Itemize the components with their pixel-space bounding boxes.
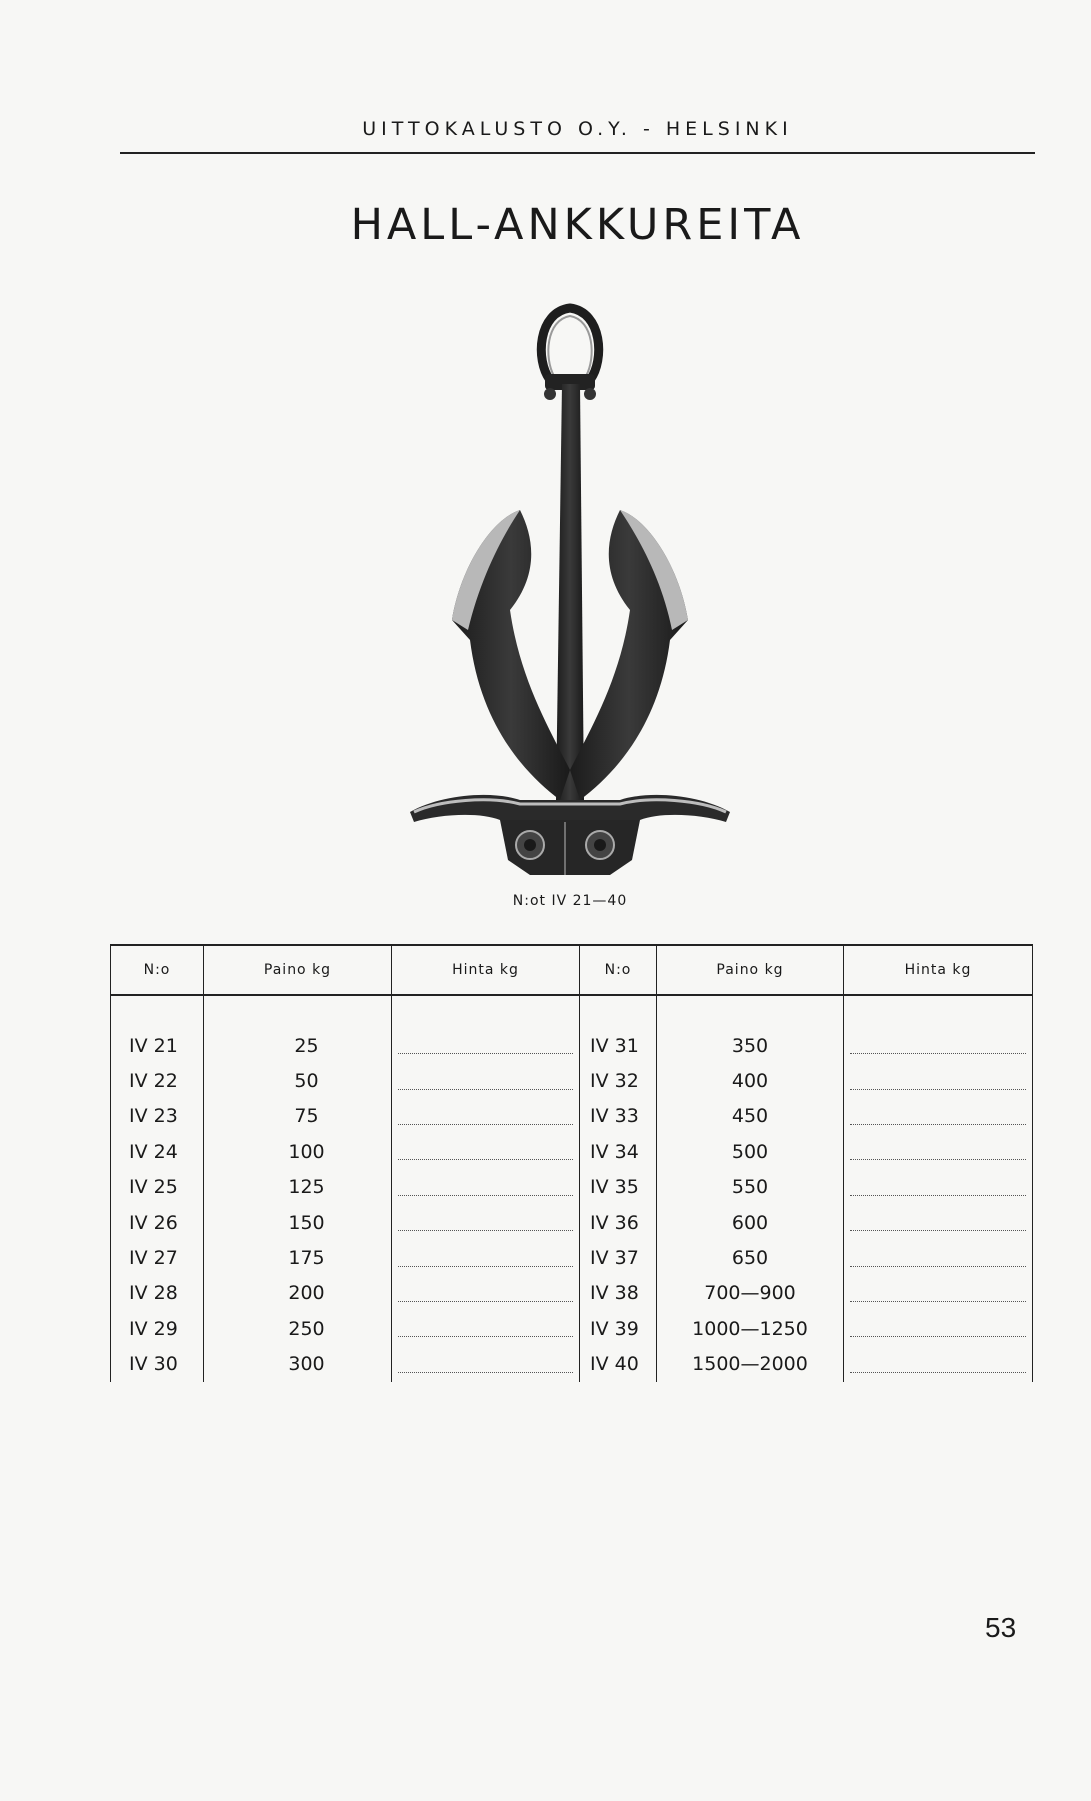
weight-kg: 550 [657, 1170, 844, 1205]
price-table [110, 944, 1033, 1382]
weight-kg: 75 [204, 1099, 392, 1134]
model-no: IV 27 [111, 1240, 204, 1275]
company-header: UITTOKALUSTO O.Y. - HELSINKI [362, 118, 793, 140]
price-blank [844, 1063, 1033, 1098]
model-no: IV 40 [580, 1347, 657, 1382]
weight-kg: 150 [204, 1205, 392, 1240]
price-blank [844, 1099, 1033, 1134]
price-blank [844, 1170, 1033, 1205]
table-row [111, 1134, 1033, 1169]
table-header-row [111, 945, 1033, 995]
model-no: IV 28 [111, 1276, 204, 1311]
price-blank [392, 1028, 580, 1063]
weight-kg: 1500—2000 [657, 1347, 844, 1382]
header-paino-2: Paino kg [657, 945, 844, 995]
price-blank [392, 1099, 580, 1134]
weight-kg: 400 [657, 1063, 844, 1098]
price-blank [392, 1276, 580, 1311]
table-row [111, 1170, 1033, 1205]
model-no: IV 31 [580, 1028, 657, 1063]
weight-kg: 450 [657, 1099, 844, 1134]
model-no: IV 24 [111, 1134, 204, 1169]
weight-kg: 50 [204, 1063, 392, 1098]
weight-kg: 350 [657, 1028, 844, 1063]
model-no: IV 36 [580, 1205, 657, 1240]
price-blank [392, 1170, 580, 1205]
weight-kg: 600 [657, 1205, 844, 1240]
model-no: IV 33 [580, 1099, 657, 1134]
header-rule [120, 152, 1035, 154]
model-no: IV 29 [111, 1311, 204, 1346]
illustration-caption: N:ot IV 21—40 [512, 893, 628, 909]
model-no: IV 34 [580, 1134, 657, 1169]
price-blank [392, 1134, 580, 1169]
table-row [111, 1311, 1033, 1346]
weight-kg: 700—900 [657, 1276, 844, 1311]
weight-kg: 500 [657, 1134, 844, 1169]
table-row [111, 1099, 1033, 1134]
header-hinta: Hinta kg [392, 945, 580, 995]
table-spacer-row [111, 995, 1033, 1028]
table-row [111, 1205, 1033, 1240]
weight-kg: 175 [204, 1240, 392, 1275]
table-row [111, 1063, 1033, 1098]
weight-kg: 200 [204, 1276, 392, 1311]
header-no: N:o [111, 945, 204, 995]
model-no: IV 26 [111, 1205, 204, 1240]
weight-kg: 125 [204, 1170, 392, 1205]
weight-kg: 1000—1250 [657, 1311, 844, 1346]
header-paino: Paino kg [204, 945, 392, 995]
table-row [111, 1028, 1033, 1063]
table-row [111, 1240, 1033, 1275]
page-number: 53 [985, 1612, 1017, 1643]
weight-kg: 100 [204, 1134, 392, 1169]
price-blank [392, 1063, 580, 1098]
page-title: HALL-ANKKUREITA [350, 200, 805, 250]
price-blank [392, 1240, 580, 1275]
hall-anchor-illustration [400, 300, 740, 890]
model-no: IV 35 [580, 1170, 657, 1205]
weight-kg: 650 [657, 1240, 844, 1275]
price-blank [392, 1205, 580, 1240]
model-no: IV 22 [111, 1063, 204, 1098]
model-no: IV 30 [111, 1347, 204, 1382]
weight-kg: 25 [204, 1028, 392, 1063]
table-row [111, 1347, 1033, 1382]
price-blank [844, 1347, 1033, 1382]
price-blank [844, 1240, 1033, 1275]
price-blank [844, 1311, 1033, 1346]
weight-kg: 250 [204, 1311, 392, 1346]
price-blank [844, 1276, 1033, 1311]
price-blank [844, 1205, 1033, 1240]
price-blank [392, 1311, 580, 1346]
header-no-2: N:o [580, 945, 657, 995]
table-row [111, 1276, 1033, 1311]
model-no: IV 23 [111, 1099, 204, 1134]
model-no: IV 39 [580, 1311, 657, 1346]
model-no: IV 25 [111, 1170, 204, 1205]
model-no: IV 21 [111, 1028, 204, 1063]
model-no: IV 38 [580, 1276, 657, 1311]
weight-kg: 300 [204, 1347, 392, 1382]
model-no: IV 32 [580, 1063, 657, 1098]
header-hinta-2: Hinta kg [844, 945, 1033, 995]
price-blank [844, 1134, 1033, 1169]
price-blank [844, 1028, 1033, 1063]
model-no: IV 37 [580, 1240, 657, 1275]
price-blank [392, 1347, 580, 1382]
